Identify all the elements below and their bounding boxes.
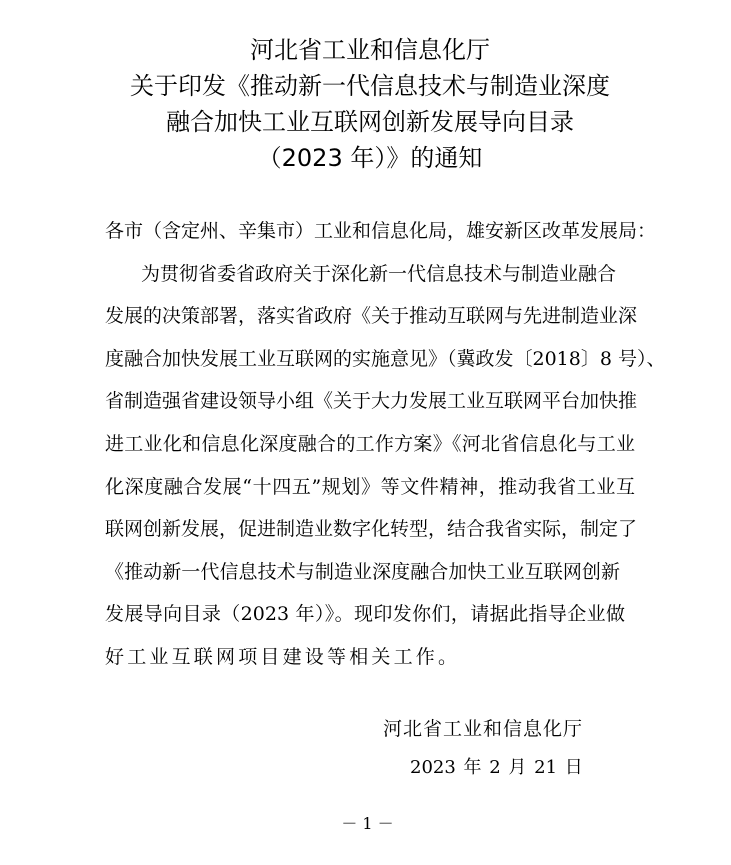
body-line: 发展的决策部署，落实省政府《关于推动互联网与先进制造业深: [105, 305, 638, 328]
title-line: （2023 年）》的通知: [257, 144, 483, 172]
body-line: 联网创新发展，促进制造业数字化转型，结合我省实际，制定了: [105, 518, 638, 541]
body-line: 为贯彻省委省政府关于深化新一代信息技术与制造业融合: [141, 262, 617, 285]
document-title: [0, 33, 731, 177]
body-line: 《推动新一代信息技术与制造业深度融合加快工业互联网创新: [105, 560, 620, 583]
signature: 河北省工业和信息化厅: [383, 718, 584, 740]
body-line: 省制造强省建设领导小组《关于大力发展工业互联网平台加快推: [105, 390, 638, 413]
body-line: 好工业互联网项目建设等相关工作。: [105, 645, 461, 668]
title-line: 融合加快工业互联网创新发展导向目录: [166, 108, 574, 136]
title-line: 关于印发《推动新一代信息技术与制造业深度: [130, 72, 610, 100]
salutation: 各市（含定州、辛集市）工业和信息化局，雄安新区改革发展局：: [105, 220, 657, 242]
date: 2023 年 2 月 21 日: [410, 757, 583, 778]
body-line: 化深度融合发展“十四五”规划》等文件精神，推动我省工业互: [105, 475, 635, 498]
title-line: 河北省工业和信息化厅: [250, 36, 490, 64]
body-line: 度融合加快发展工业互联网的实施意见》（冀政发〔2018〕8 号）、: [105, 347, 666, 370]
page-number: － 1 －: [341, 814, 394, 833]
body-line: 发展导向目录（2023 年）》。现印发你们，请据此指导企业做: [105, 603, 625, 626]
document-body: [105, 213, 666, 682]
body-line: 进工业化和信息化深度融合的工作方案》《河北省信息化与工业: [105, 432, 635, 455]
